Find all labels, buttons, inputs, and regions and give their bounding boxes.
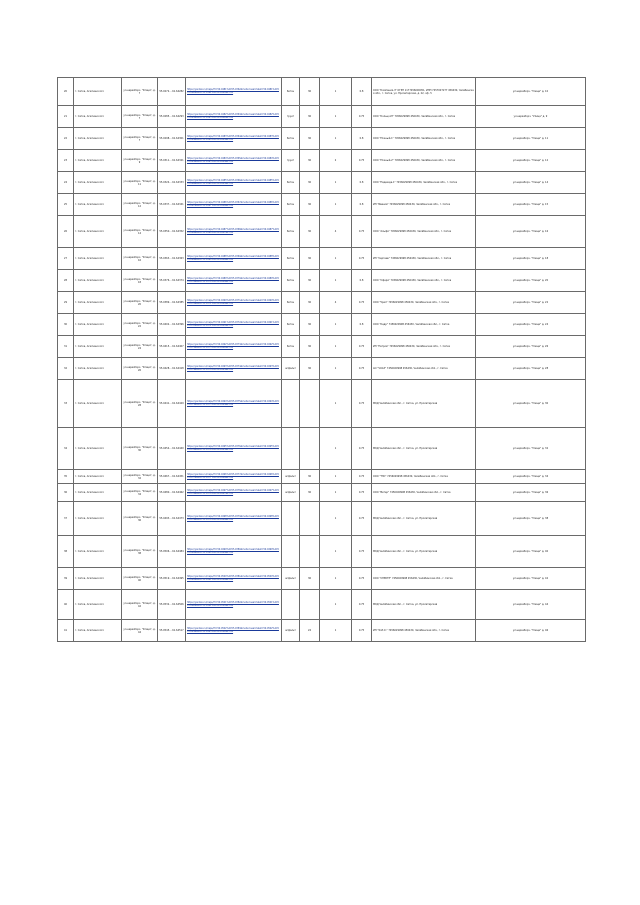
cell-area: 36: [300, 248, 320, 270]
cell-coords: 55.0467... 61.64451: [158, 470, 186, 484]
cell-sources: ул.неразборч. "Улица" д. 12: [476, 150, 586, 172]
cell-address: ул.неразборч. "Улица", д.18: [122, 270, 158, 292]
cell-district: г. Сатка, Агалчанского: [74, 358, 122, 380]
cell-sources: ул.неразборч. "Улица" д. 42: [476, 568, 586, 590]
cell-area: 36: [300, 314, 320, 336]
cell-containers: 1: [320, 470, 352, 484]
cell-num: 25: [58, 194, 74, 216]
cell-sources: ул.неразборч. "Улица" д. 18: [476, 248, 586, 270]
cell-volume: 0.75: [352, 590, 372, 620]
cell-district: г. Сатка, Агалчанского: [74, 502, 122, 536]
cell-surface: асфальт: [282, 358, 300, 380]
cell-coords: 55.0493... 61.64473: [158, 502, 186, 536]
cell-district: г. Сатка, Агалчанского: [74, 568, 122, 590]
cell-volume: 0.75: [352, 106, 372, 128]
cell-volume: 0.75: [352, 484, 372, 502]
cell-address: ул.неразборч. "Улица", д.44: [122, 620, 158, 642]
table-row: [58, 216, 586, 248]
cell-num: 38: [58, 536, 74, 568]
cell-address: ул.неразборч. "Улица", д.34: [122, 484, 158, 502]
cell-link[interactable]: https://yandex.ru/maps/?ll=59.0482%2C55.0363&mode=search&sll=59.0482%2C55.0363&text=55.0363%2C59.0482&z=16: [186, 106, 282, 128]
cell-district: г. Сатка, Агалчанского: [74, 172, 122, 194]
cell-address: ул.неразборч. "Улица", д.16: [122, 248, 158, 270]
cell-sources: ул.неразборч. "Улица" д. 38: [476, 502, 586, 536]
cell-coords: 55.0363... 61.64363: [158, 248, 186, 270]
cell-owner: АО "ЧОАЗ" 7456029998 456430, Челябинская обл., г. Сатка: [372, 358, 476, 380]
cell-num: 40: [58, 590, 74, 620]
cell-district: г. Сатка, Агалчанского: [74, 536, 122, 568]
table-row: [58, 590, 586, 620]
cell-num: 20: [58, 78, 74, 106]
cell-coords: 55.0454... 61.64440: [158, 428, 186, 470]
cell-coords: 55.0428... 61.64418: [158, 358, 186, 380]
cell-owner: ООО "Урал" 7456029998 456430, Челябинская обл., г. Сатка: [372, 292, 476, 314]
cell-coords: 55.0545... 61.64517: [158, 620, 186, 642]
cell-owner: МКД Челябинская обл., г. Сатка, ул. Пролетарская: [372, 428, 476, 470]
cell-owner: МКД Челябинская обл., г. Сатка, ул. Пролетарская: [372, 380, 476, 428]
table-row: [58, 128, 586, 150]
cell-owner: ООО "Кедр" 7456029998 456430, Челябинская обл., г. Сатка: [372, 314, 476, 336]
cell-volume: 0.8: [352, 194, 372, 216]
cell-link[interactable]: https://yandex.ru/maps/?ll=59.0498%2C55.0379&mode=search&sll=59.0498%2C55.0379&text=55.0379%2C59.0498&z=16: [186, 502, 282, 536]
cell-containers: 1: [320, 336, 352, 358]
cell-sources: ул.неразборч. "Улица" д. 11: [476, 128, 586, 150]
cell-link[interactable]: https://yandex.ru/maps/?ll=59.0500%2C55.0381&mode=search&sll=59.0500%2C55.0381&text=55.0381%2C59.0500&z=16: [186, 568, 282, 590]
cell-containers: 4: [320, 292, 352, 314]
cell-area: 36: [300, 106, 320, 128]
cell-volume: 0.75: [352, 380, 372, 428]
cell-volume: 0.75: [352, 358, 372, 380]
cell-surface: бетон: [282, 270, 300, 292]
cell-surface: бетон: [282, 216, 300, 248]
cell-surface: бетон: [282, 128, 300, 150]
table-row: [58, 78, 586, 106]
cell-volume: 0.75: [352, 428, 372, 470]
cell-num: 33: [58, 380, 74, 428]
cell-area: 36: [300, 128, 320, 150]
cell-link[interactable]: https://yandex.ru/maps/?ll=59.0481%2C55.0362&mode=search&sll=59.0481%2C55.0362&text=55.0362%2C59.0481&z=16: [186, 78, 282, 106]
cell-num: 26: [58, 216, 74, 248]
cell-district: г. Сатка, Агалчанского: [74, 470, 122, 484]
cell-area: 36: [300, 358, 320, 380]
cell-owner: ООО "ТЭС" 7456029998 456430, Челябинская обл., г. Сатка: [372, 470, 476, 484]
document-page: [57, 77, 585, 642]
cell-address: ул.неразборч. "Улица", д.42: [122, 590, 158, 620]
cell-address: ул.неразборч. "Улица", д.12: [122, 194, 158, 216]
cell-owner: ООО "Сфера" 7456029998 456430, Челябинская обл., г. Сатка: [372, 270, 476, 292]
cell-link[interactable]: https://yandex.ru/maps/?ll=59.0488%2C55.0369&mode=search&sll=59.0488%2C55.0369&text=55.0369%2C59.0488&z=16: [186, 248, 282, 270]
cell-address: ул.неразборч. "Улица", д.9: [122, 150, 158, 172]
cell-surface: [282, 536, 300, 568]
cell-address: ул.неразборч. "Улица", д.7: [122, 128, 158, 150]
cell-containers: 1: [320, 536, 352, 568]
cell-district: г. Сатка, Агалчанского: [74, 292, 122, 314]
cell-containers: 1: [320, 428, 352, 470]
cell-link[interactable]: https://yandex.ru/maps/?ll=59.0487%2C55.0368&mode=search&sll=59.0487%2C55.0368&text=55.0368%2C59.0487&z=16: [186, 216, 282, 248]
cell-num: 22: [58, 128, 74, 150]
cell-sources: ул.неразборч. "Улица" д. 24: [476, 314, 586, 336]
cell-link[interactable]: https://yandex.ru/maps/?ll=59.0486%2C55.0367&mode=search&sll=59.0486%2C55.0367&text=55.0367%2C59.0486&z=16: [186, 194, 282, 216]
cell-link[interactable]: https://yandex.ru/maps/?ll=59.0496%2C55.0377&mode=search&sll=59.0496%2C55.0377&text=55.0377%2C59.0496&z=16: [186, 470, 282, 484]
cell-coords: 55.0441... 61.64429: [158, 380, 186, 428]
cell-link[interactable]: https://yandex.ru/maps/?ll=59.0491%2C55.0372&mode=search&sll=59.0491%2C55.0372&text=55.0372%2C59.0491&z=16: [186, 314, 282, 336]
cell-surface: бетон: [282, 172, 300, 194]
cell-owner: ИП "Иванов" 7456029998 456430, Челябинская обл., г. Сатка: [372, 194, 476, 216]
cell-coords: 55.0324... 61.64333: [158, 172, 186, 194]
cell-link[interactable]: https://yandex.ru/maps/?ll=59.0497%2C55.0378&mode=search&sll=59.0497%2C55.0378&text=55.0378%2C59.0497&z=16: [186, 484, 282, 502]
cell-volume: 0.8: [352, 270, 372, 292]
cell-coords: 55.0337... 61.64341: [158, 194, 186, 216]
cell-address: ул.неразборч. "Улица", д.14: [122, 216, 158, 248]
cell-coords: 55.0532... 61.64506: [158, 590, 186, 620]
cell-owner: ООО "СПЕКТР" 7456029998 456430, Челябинская обл., г. Сатка: [372, 568, 476, 590]
table-row: [58, 484, 586, 502]
cell-num: 23: [58, 150, 74, 172]
cell-address: ул.неразборч. "Улица", д.36: [122, 502, 158, 536]
cell-address: ул.неразборч. "Улица", д.11: [122, 172, 158, 194]
cell-address: ул.неразборч. "Улица", д.38: [122, 536, 158, 568]
cell-surface: [282, 590, 300, 620]
cell-area: 36: [300, 194, 320, 216]
cell-coords: 55.0298... 61.64301: [158, 128, 186, 150]
table-row: [58, 620, 586, 642]
cell-surface: грунт: [282, 150, 300, 172]
table-row: [58, 248, 586, 270]
cell-district: г. Сатка, Агалчанского: [74, 106, 122, 128]
cell-num: 30: [58, 314, 74, 336]
cell-area: [300, 502, 320, 536]
cell-link[interactable]: https://yandex.ru/maps/?ll=59.0502%2C55.0383&mode=search&sll=59.0502%2C55.0383&text=55.0383%2C59.0502&z=16: [186, 620, 282, 642]
cell-district: г. Сатка, Агалчанского: [74, 380, 122, 428]
cell-area: 36: [300, 292, 320, 314]
cell-link[interactable]: https://yandex.ru/maps/?ll=59.0493%2C55.0374&mode=search&sll=59.0493%2C55.0374&text=55.0374%2C59.0493&z=16: [186, 358, 282, 380]
cell-num: 21: [58, 106, 74, 128]
cell-district: г. Сатка, Агалчанского: [74, 314, 122, 336]
cell-containers: 1: [320, 590, 352, 620]
cell-surface: асфальт: [282, 568, 300, 590]
table-row: [58, 172, 586, 194]
cell-num: 24: [58, 172, 74, 194]
cell-coords: 55.0272... 61.64282: [158, 78, 186, 106]
cell-num: 37: [58, 502, 74, 536]
cell-district: г. Сатка, Агалчанского: [74, 78, 122, 106]
cell-link[interactable]: https://yandex.ru/maps/?ll=59.0499%2C55.0380&mode=search&sll=59.0499%2C55.0380&text=55.0380%2C59.0499&z=16: [186, 536, 282, 568]
cell-containers: 1: [320, 314, 352, 336]
cell-area: [300, 380, 320, 428]
cell-owner: ООО "Ветер" 7456029998 456430, Челябинская обл., г. Сатка: [372, 484, 476, 502]
table-row: [58, 150, 586, 172]
cell-owner: ООО "Южный-1" 7456029998 456430, Челябинская обл., г. Сатка: [372, 128, 476, 150]
cell-district: г. Сатка, Агалчанского: [74, 590, 122, 620]
cell-containers: 1: [320, 484, 352, 502]
cell-volume: 0.75: [352, 568, 372, 590]
cell-address: ул.неразборч. "Улица", д.40: [122, 568, 158, 590]
cell-containers: 1: [320, 78, 352, 106]
cell-volume: 0.75: [352, 216, 372, 248]
cell-owner: МКД Челябинская обл., г. Сатка, ул. Пролетарская: [372, 536, 476, 568]
cell-district: г. Сатка, Агалчанского: [74, 194, 122, 216]
cell-surface: бетон: [282, 78, 300, 106]
cell-owner: ИП "Петров" 7456029998 456430, Челябинская обл., г. Сатка: [372, 336, 476, 358]
cell-address: ул.неразборч. "Улица", д.7: [122, 106, 158, 128]
cell-owner: ИП "Ф.И.О." 7456029998 456430, Челябинская обл., г. Сатка: [372, 620, 476, 642]
cell-area: [300, 536, 320, 568]
cell-address: ул.неразборч. "Улица", д.7: [122, 78, 158, 106]
table-row: [58, 536, 586, 568]
cell-num: 35: [58, 470, 74, 484]
cell-sources: ул.неразборч. "Улица" д. 36: [476, 484, 586, 502]
cell-coords: 55.0350... 61.64352: [158, 216, 186, 248]
cell-address: ул.неразборч. "Улица", д.30: [122, 428, 158, 470]
cell-area: 36: [300, 484, 320, 502]
cell-address: ул.неразборч. "Улица", д.32: [122, 470, 158, 484]
table-row: [58, 336, 586, 358]
cell-coords: 55.0402... 61.64396: [158, 314, 186, 336]
cell-district: г. Сатка, Агалчанского: [74, 484, 122, 502]
cell-volume: 0.75: [352, 536, 372, 568]
cell-surface: бетон: [282, 336, 300, 358]
cell-num: 32: [58, 358, 74, 380]
cell-address: ул.неразборч. "Улица", д.26: [122, 358, 158, 380]
cell-volume: 0.8: [352, 128, 372, 150]
cell-owner: МКД Челябинская обл., г. Сатка, ул. Пролетарская: [372, 502, 476, 536]
cell-volume: 0.8: [352, 78, 372, 106]
cell-area: 36: [300, 270, 320, 292]
cell-num: 39: [58, 568, 74, 590]
cell-containers: 1: [320, 358, 352, 380]
cell-district: г. Сатка, Агалчанского: [74, 128, 122, 150]
cell-sources: ул.неразборч. "Улица" д. 46: [476, 620, 586, 642]
cell-surface: грунт: [282, 106, 300, 128]
cell-volume: 0.75: [352, 248, 372, 270]
cell-area: 24: [300, 620, 320, 642]
cell-volume: 0.8: [352, 314, 372, 336]
cell-link[interactable]: https://yandex.ru/maps/?ll=59.0485%2C55.0366&mode=search&sll=59.0485%2C55.0366&text=55.0366%2C59.0485&z=16: [186, 172, 282, 194]
cell-district: г. Сатка, Агалчанского: [74, 336, 122, 358]
cell-sources: ул.неразборч. "Улица" д. 32: [476, 428, 586, 470]
cell-area: [300, 590, 320, 620]
cell-num: 34: [58, 428, 74, 470]
cell-coords: 55.0480... 61.64462: [158, 484, 186, 502]
cell-link[interactable]: https://yandex.ru/maps/?ll=59.0489%2C55.0370&mode=search&sll=59.0489%2C55.0370&text=55.0370%2C59.0489&z=16: [186, 270, 282, 292]
cell-volume: 0.8: [352, 172, 372, 194]
cell-coords: 55.0415... 61.64407: [158, 336, 186, 358]
cell-coords: 55.0285... 61.64293: [158, 106, 186, 128]
cell-coords: 55.0376... 61.64374: [158, 270, 186, 292]
cell-containers: 1: [320, 568, 352, 590]
cell-coords: 55.0519... 61.64495: [158, 568, 186, 590]
cell-containers: 1: [320, 270, 352, 292]
cell-coords: 55.0311... 61.64321: [158, 150, 186, 172]
cell-containers: 1: [320, 380, 352, 428]
cell-area: 36: [300, 172, 320, 194]
cell-area: 36: [300, 150, 320, 172]
cell-district: г. Сатка, Агалчанского: [74, 216, 122, 248]
cell-surface: асфальт: [282, 470, 300, 484]
cell-volume: 0.75: [352, 336, 372, 358]
cell-link[interactable]: https://yandex.ru/maps/?ll=59.0494%2C55.0375&mode=search&sll=59.0494%2C55.0375&text=55.0375%2C59.0494&z=16: [186, 380, 282, 428]
cell-link[interactable]: https://yandex.ru/maps/?ll=59.0484%2C55.0365&mode=search&sll=59.0484%2C55.0365&text=55.0365%2C59.0484&z=16: [186, 150, 282, 172]
cell-link[interactable]: https://yandex.ru/maps/?ll=59.0483%2C55.0364&mode=search&sll=59.0483%2C55.0364&text=55.0364%2C59.0483&z=16: [186, 128, 282, 150]
cell-owner: МКД Челябинская обл., г. Сатка, ул. Пролетарская: [372, 590, 476, 620]
cell-owner: ООО "Альфа" 7456029998 456430, Челябинская обл., г. Сатка: [372, 216, 476, 248]
cell-sources: ул.неразборч. "Улица" д. 30: [476, 380, 586, 428]
table-row: [58, 292, 586, 314]
cell-volume: 0.75: [352, 502, 372, 536]
cell-containers: 1: [320, 620, 352, 642]
cell-address: ул.неразборч. "Улица", д.22: [122, 314, 158, 336]
cell-sources: ул.неразборч. "Улица" д. 16: [476, 216, 586, 248]
cell-address: ул.неразборч. "Улица", д.20: [122, 292, 158, 314]
cell-area: [300, 428, 320, 470]
cell-containers: 1: [320, 502, 352, 536]
cell-sources: ул.неразборч. "Улица" д. 14: [476, 172, 586, 194]
cell-owner: ООО "Южный-2" 7456029998 456430, Челябинская обл., г. Сатка: [372, 150, 476, 172]
cell-containers: 1: [320, 172, 352, 194]
cell-num: 36: [58, 484, 74, 502]
cell-sources: ул.неразборч. "Улица" д. 34: [476, 470, 586, 484]
cell-address: ул.неразборч. "Улица", д.24: [122, 336, 158, 358]
cell-area: 36: [300, 470, 320, 484]
cell-volume: 0.75: [352, 150, 372, 172]
cell-sources: ул.неразборч. "Улица" д. 20: [476, 270, 586, 292]
cell-volume: 0.75: [352, 620, 372, 642]
cell-link[interactable]: https://yandex.ru/maps/?ll=59.0492%2C55.0373&mode=search&sll=59.0492%2C55.0373&text=55.0373%2C59.0492&z=16: [186, 336, 282, 358]
cell-surface: бетон: [282, 314, 300, 336]
cell-sources: ул.неразборч. "Улица" д. 10: [476, 78, 586, 106]
cell-coords: 55.0506... 61.64484: [158, 536, 186, 568]
cell-surface: бетон: [282, 248, 300, 270]
cell-containers: 1: [320, 106, 352, 128]
cell-sources: ул.неразборч. "Улица" д. 28: [476, 358, 586, 380]
cell-sources: ул.неразборч. "Улица" д. 22: [476, 292, 586, 314]
cell-volume: 0.75: [352, 470, 372, 484]
cell-sources: ул.неразборч. "Улица" д. 9: [476, 106, 586, 128]
table-row: [58, 106, 586, 128]
cell-sources: ул.неразборч. "Улица" д. 44: [476, 590, 586, 620]
cell-surface: бетон: [282, 292, 300, 314]
cell-surface: асфальт: [282, 620, 300, 642]
cell-containers: 1: [320, 248, 352, 270]
cell-num: 41: [58, 620, 74, 642]
cell-district: г. Сатка, Агалчанского: [74, 248, 122, 270]
cell-district: г. Сатка, Агалчанского: [74, 428, 122, 470]
cell-link[interactable]: https://yandex.ru/maps/?ll=59.0501%2C55.0382&mode=search&sll=59.0501%2C55.0382&text=55.0382%2C59.0501&z=16: [186, 590, 282, 620]
cell-sources: ул.неразборч. "Улица" д. 40: [476, 536, 586, 568]
cell-surface: асфальт: [282, 484, 300, 502]
cell-num: 31: [58, 336, 74, 358]
table-row: [58, 270, 586, 292]
cell-surface: бетон: [282, 194, 300, 216]
cell-district: г. Сатка, Агалчанского: [74, 270, 122, 292]
table-row: [58, 358, 586, 380]
cell-surface: [282, 502, 300, 536]
cell-owner: ИП "Сергеев" 7456029998 456430, Челябинская обл., г. Сатка: [372, 248, 476, 270]
cell-num: 29: [58, 292, 74, 314]
cell-coords: 55.0389... 61.64385: [158, 292, 186, 314]
cell-containers: 1: [320, 194, 352, 216]
cell-area: 36: [300, 216, 320, 248]
cell-containers: 1: [320, 128, 352, 150]
cell-surface: [282, 380, 300, 428]
cell-num: 28: [58, 270, 74, 292]
cell-link[interactable]: https://yandex.ru/maps/?ll=59.0490%2C55.0371&mode=search&sll=59.0490%2C55.0371&text=55.0371%2C59.0490&z=16: [186, 292, 282, 314]
container-sites-table: [57, 77, 586, 642]
table-row: [58, 314, 586, 336]
table-row: [58, 380, 586, 428]
table-row: [58, 428, 586, 470]
cell-num: 27: [58, 248, 74, 270]
cell-owner: ООО "Кольцо-М" 7456029998 456430, Челябинская обл., г. Сатка: [372, 106, 476, 128]
cell-containers: 4: [320, 216, 352, 248]
cell-address: ул.неразборч. "Улица", д.28: [122, 380, 158, 428]
cell-district: г. Сатка, Агалчанского: [74, 150, 122, 172]
cell-sources: ул.неразборч. "Улица" д. 26: [476, 336, 586, 358]
cell-area: 36: [300, 78, 320, 106]
cell-owner: ООО "Компания-Ч" ОГРН 1177456000051, ИНН 7457007277 456430, Челябинская обл., г. Сатка, ул. Пролетарская, д. 22, оф. 5: [372, 78, 476, 106]
cell-link[interactable]: https://yandex.ru/maps/?ll=59.0495%2C55.0376&mode=search&sll=59.0495%2C55.0376&text=55.0376%2C59.0495&z=16: [186, 428, 282, 470]
table-row: [58, 568, 586, 590]
cell-sources: ул.неразборч. "Улица" д. 15: [476, 194, 586, 216]
cell-owner: ООО "Надежда-1" 7456029998 456430, Челябинская обл., г. Сатка: [372, 172, 476, 194]
cell-surface: [282, 428, 300, 470]
table-row: [58, 194, 586, 216]
cell-area: 36: [300, 336, 320, 358]
cell-area: 36: [300, 568, 320, 590]
cell-district: г. Сатка, Агалчанского: [74, 620, 122, 642]
cell-containers: 2: [320, 150, 352, 172]
cell-volume: 0.75: [352, 292, 372, 314]
table-row: [58, 502, 586, 536]
table-row: [58, 470, 586, 484]
